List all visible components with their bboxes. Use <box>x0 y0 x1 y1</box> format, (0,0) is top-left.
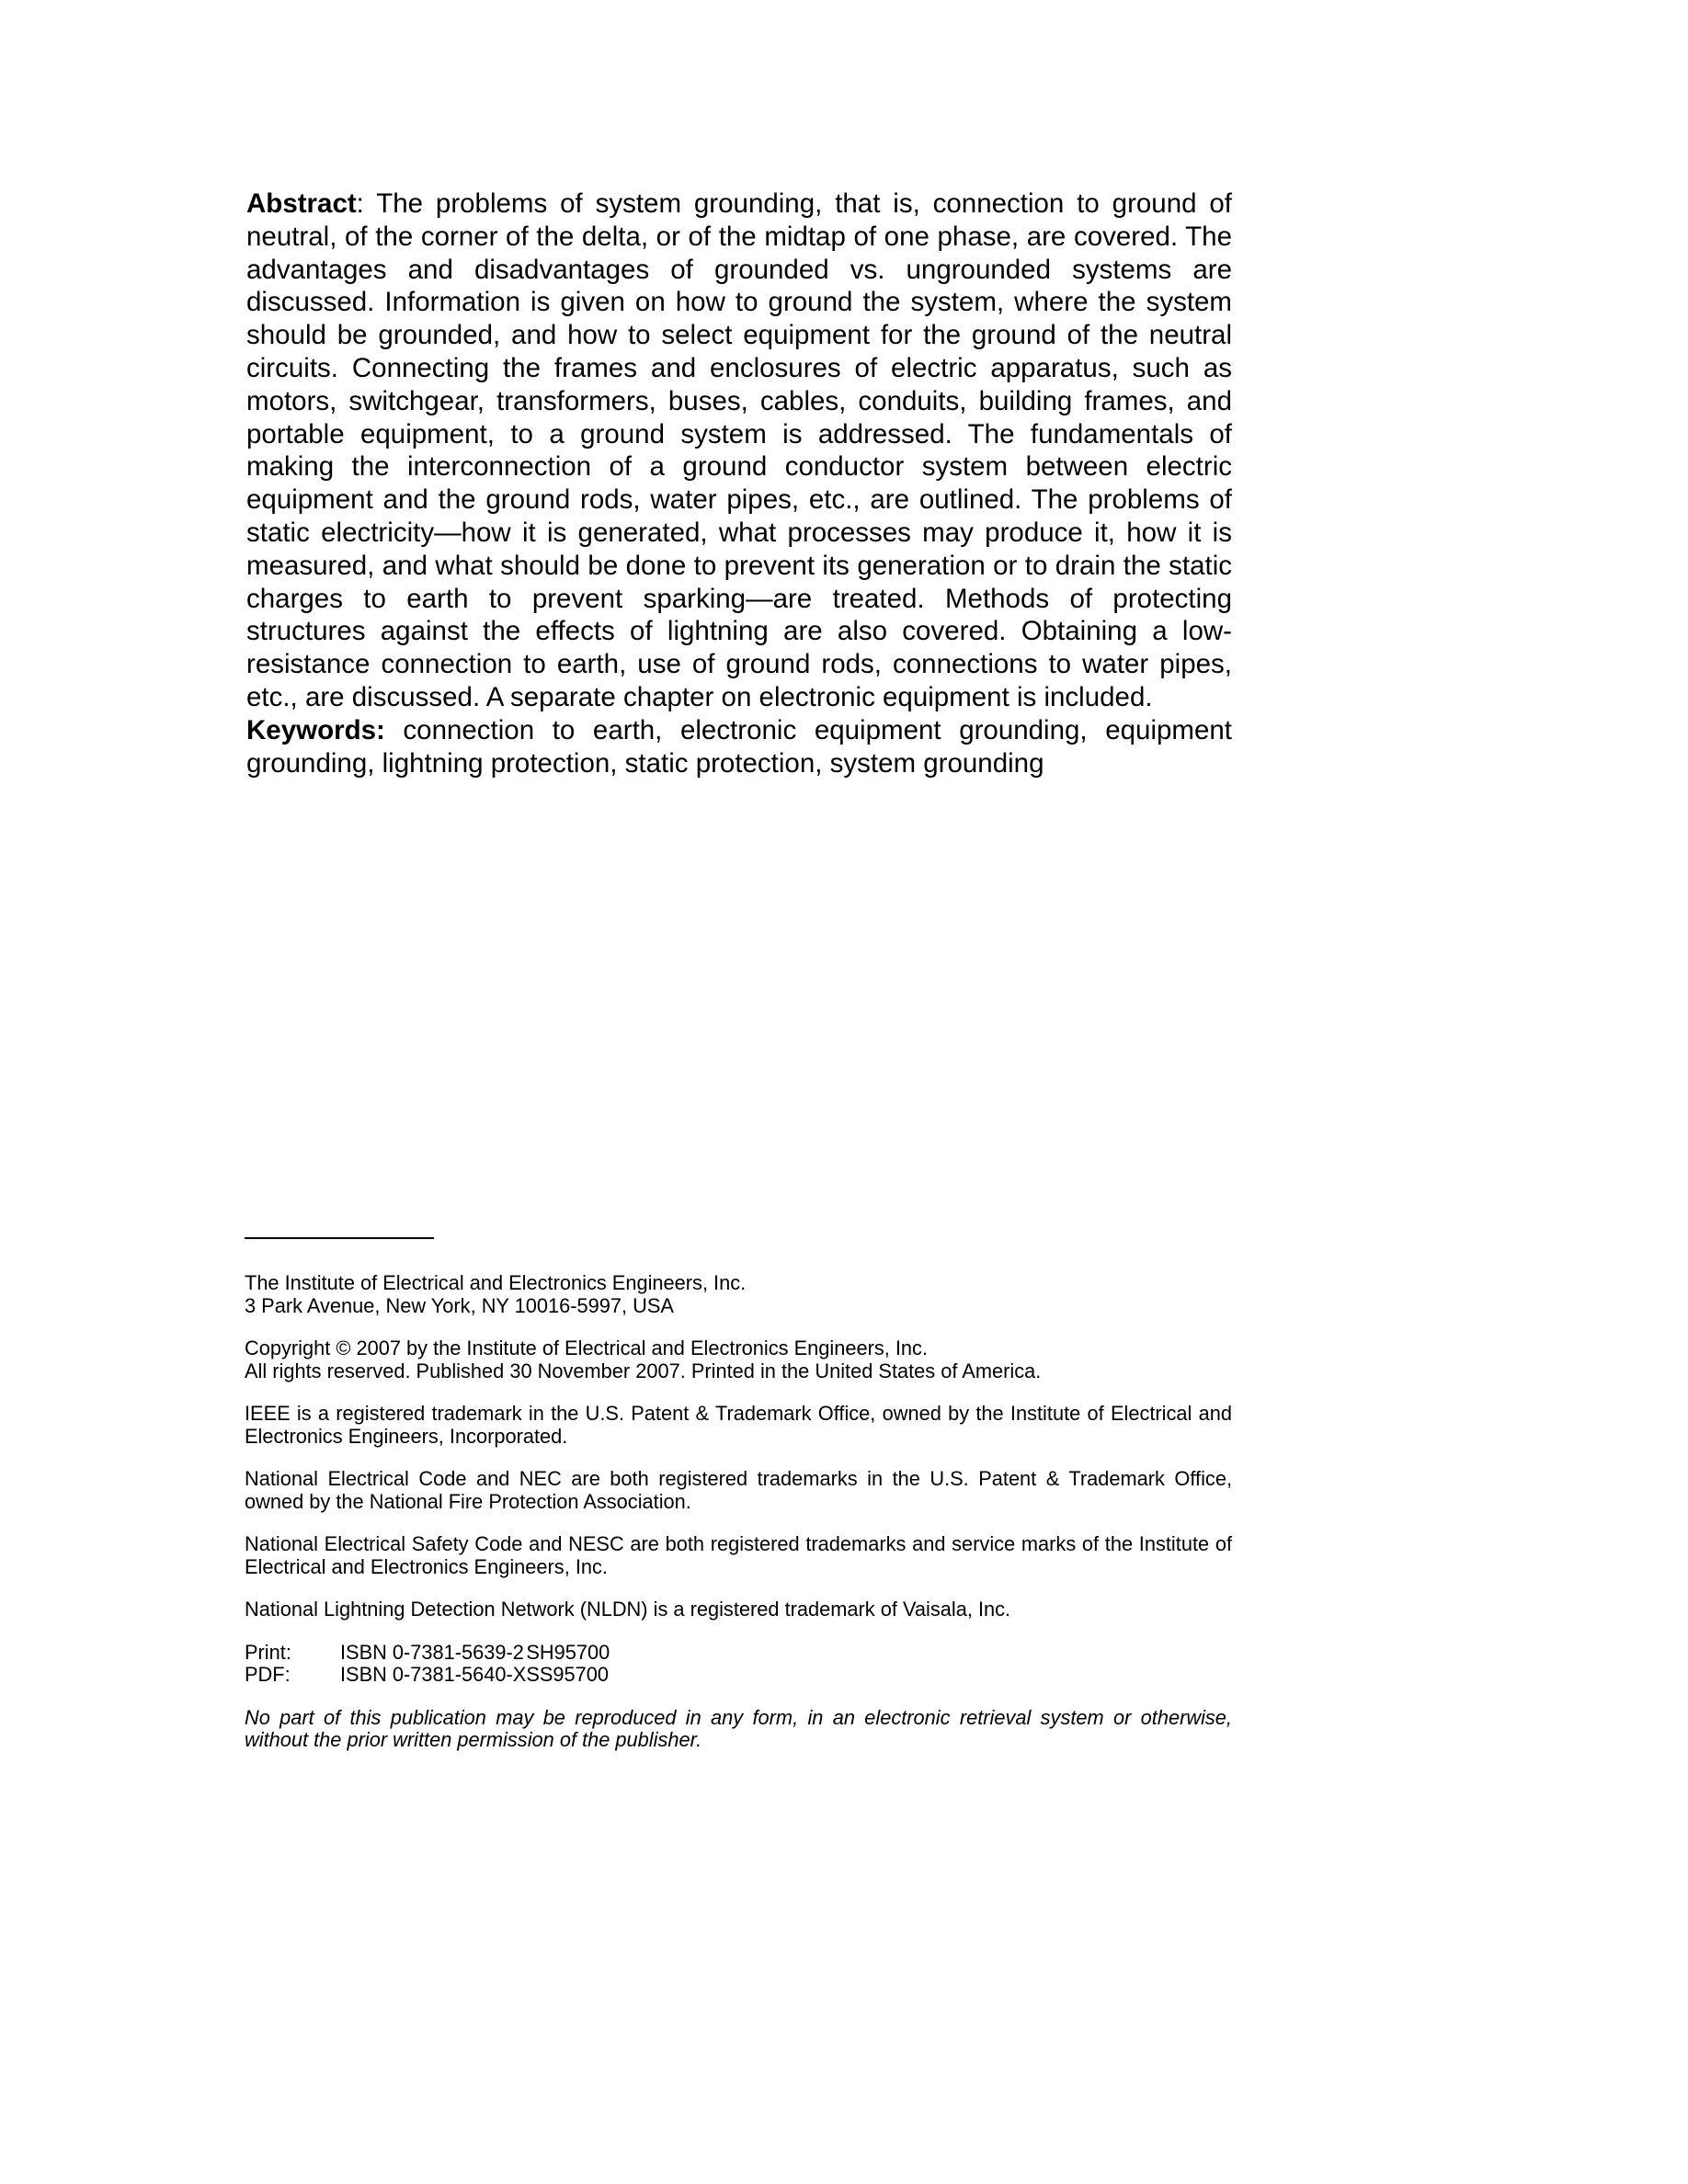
front-matter <box>245 1272 1232 1752</box>
trademark-nesc: National Electrical Safety Code and NESC are both registered trademarks and service marks of the Institute of Electrical and Electronics Engineers, Inc. <box>245 1532 1232 1578</box>
keywords-label: Keywords: <box>246 714 385 745</box>
keywords-text: connection to earth, electronic equipment grounding, equipment grounding, lightning protection, static protection, system grounding <box>246 714 1232 779</box>
isbn-format: PDF: <box>245 1663 291 1686</box>
isbn-number: ISBN 0-7381-5639-2 <box>340 1640 524 1664</box>
trademark-ieee: IEEE is a registered trademark in the U.S. Patent & Trademark Office, owned by the Institute of Electrical and Electronics Engineers, Incorporated. <box>245 1402 1232 1448</box>
isbn-row <box>245 1664 610 1687</box>
copyright-notice <box>245 1337 1232 1382</box>
abstract-paragraph <box>246 188 1232 714</box>
abstract-label: Abstract <box>246 188 357 219</box>
reproduction-notice: No part of this publication may be reproduced in any form, in an electronic retrieval system or otherwise, without the prior written permission of the publisher. <box>245 1705 1232 1751</box>
publisher-name: The Institute of Electrical and Electronics Engineers, Inc. <box>245 1271 747 1294</box>
isbn-code: SH95700 <box>526 1640 610 1664</box>
keywords-paragraph <box>246 714 1232 780</box>
isbn-code: SS95700 <box>526 1663 610 1686</box>
publisher-address: 3 Park Avenue, New York, NY 10016-5997, USA <box>245 1293 674 1317</box>
isbn-format: Print: <box>245 1640 291 1664</box>
isbn-table <box>245 1642 610 1687</box>
trademark-nldn: National Lightning Detection Network (NLDN) is a registered trademark of Vaisala, Inc. <box>245 1598 1011 1621</box>
trademark-nec: National Electrical Code and NEC are both registered trademarks in the U.S. Patent & Trademark Office, owned by the National Fire Protection Association. <box>245 1467 1232 1513</box>
publisher-info <box>245 1272 1232 1317</box>
abstract-section <box>246 188 1232 779</box>
copyright-line: Copyright © 2007 by the Institute of Electrical and Electronics Engineers, Inc. <box>245 1337 929 1359</box>
isbn-row <box>245 1642 610 1665</box>
footnote-divider <box>245 1237 434 1239</box>
rights-line: All rights reserved. Published 30 November 2007. Printed in the United States of America. <box>245 1359 1042 1382</box>
abstract-text: The problems of system grounding, that is, connection to ground of neutral, of the corner of the delta, or of the midtap of one phase, are covered. The advantages and disadvantages of grounded vs. ungrounded systems are discussed. Information is given on how to ground the system, where the system should be grounded, and how to select equipment for the ground of the neutral circuits. Connecting the frames and enclosures of electric apparatus, such as motors, switchgear, transformers, buses, cables, conduits, building frames, and portable equipment, to a ground system is addressed. The fundamentals of making the interconnection of a ground conductor system between electric equipment and the ground rods, water pipes, etc., are outlined. The problems of static electricity—how it is generated, what processes may produce it, how it is measured, and what should be done to prevent its generation or to drain the static charges to earth to prevent sparking—are treated. Methods of protecting structures against the effects of lightning are also covered. Obtaining a low-resistance connection to earth, use of ground rods, connections to water pipes, etc., are discussed. A separate chapter on electronic equipment is included. <box>246 188 1233 712</box>
abstract-separator: : <box>356 188 377 219</box>
isbn-number: ISBN 0-7381-5640-X <box>340 1663 527 1686</box>
